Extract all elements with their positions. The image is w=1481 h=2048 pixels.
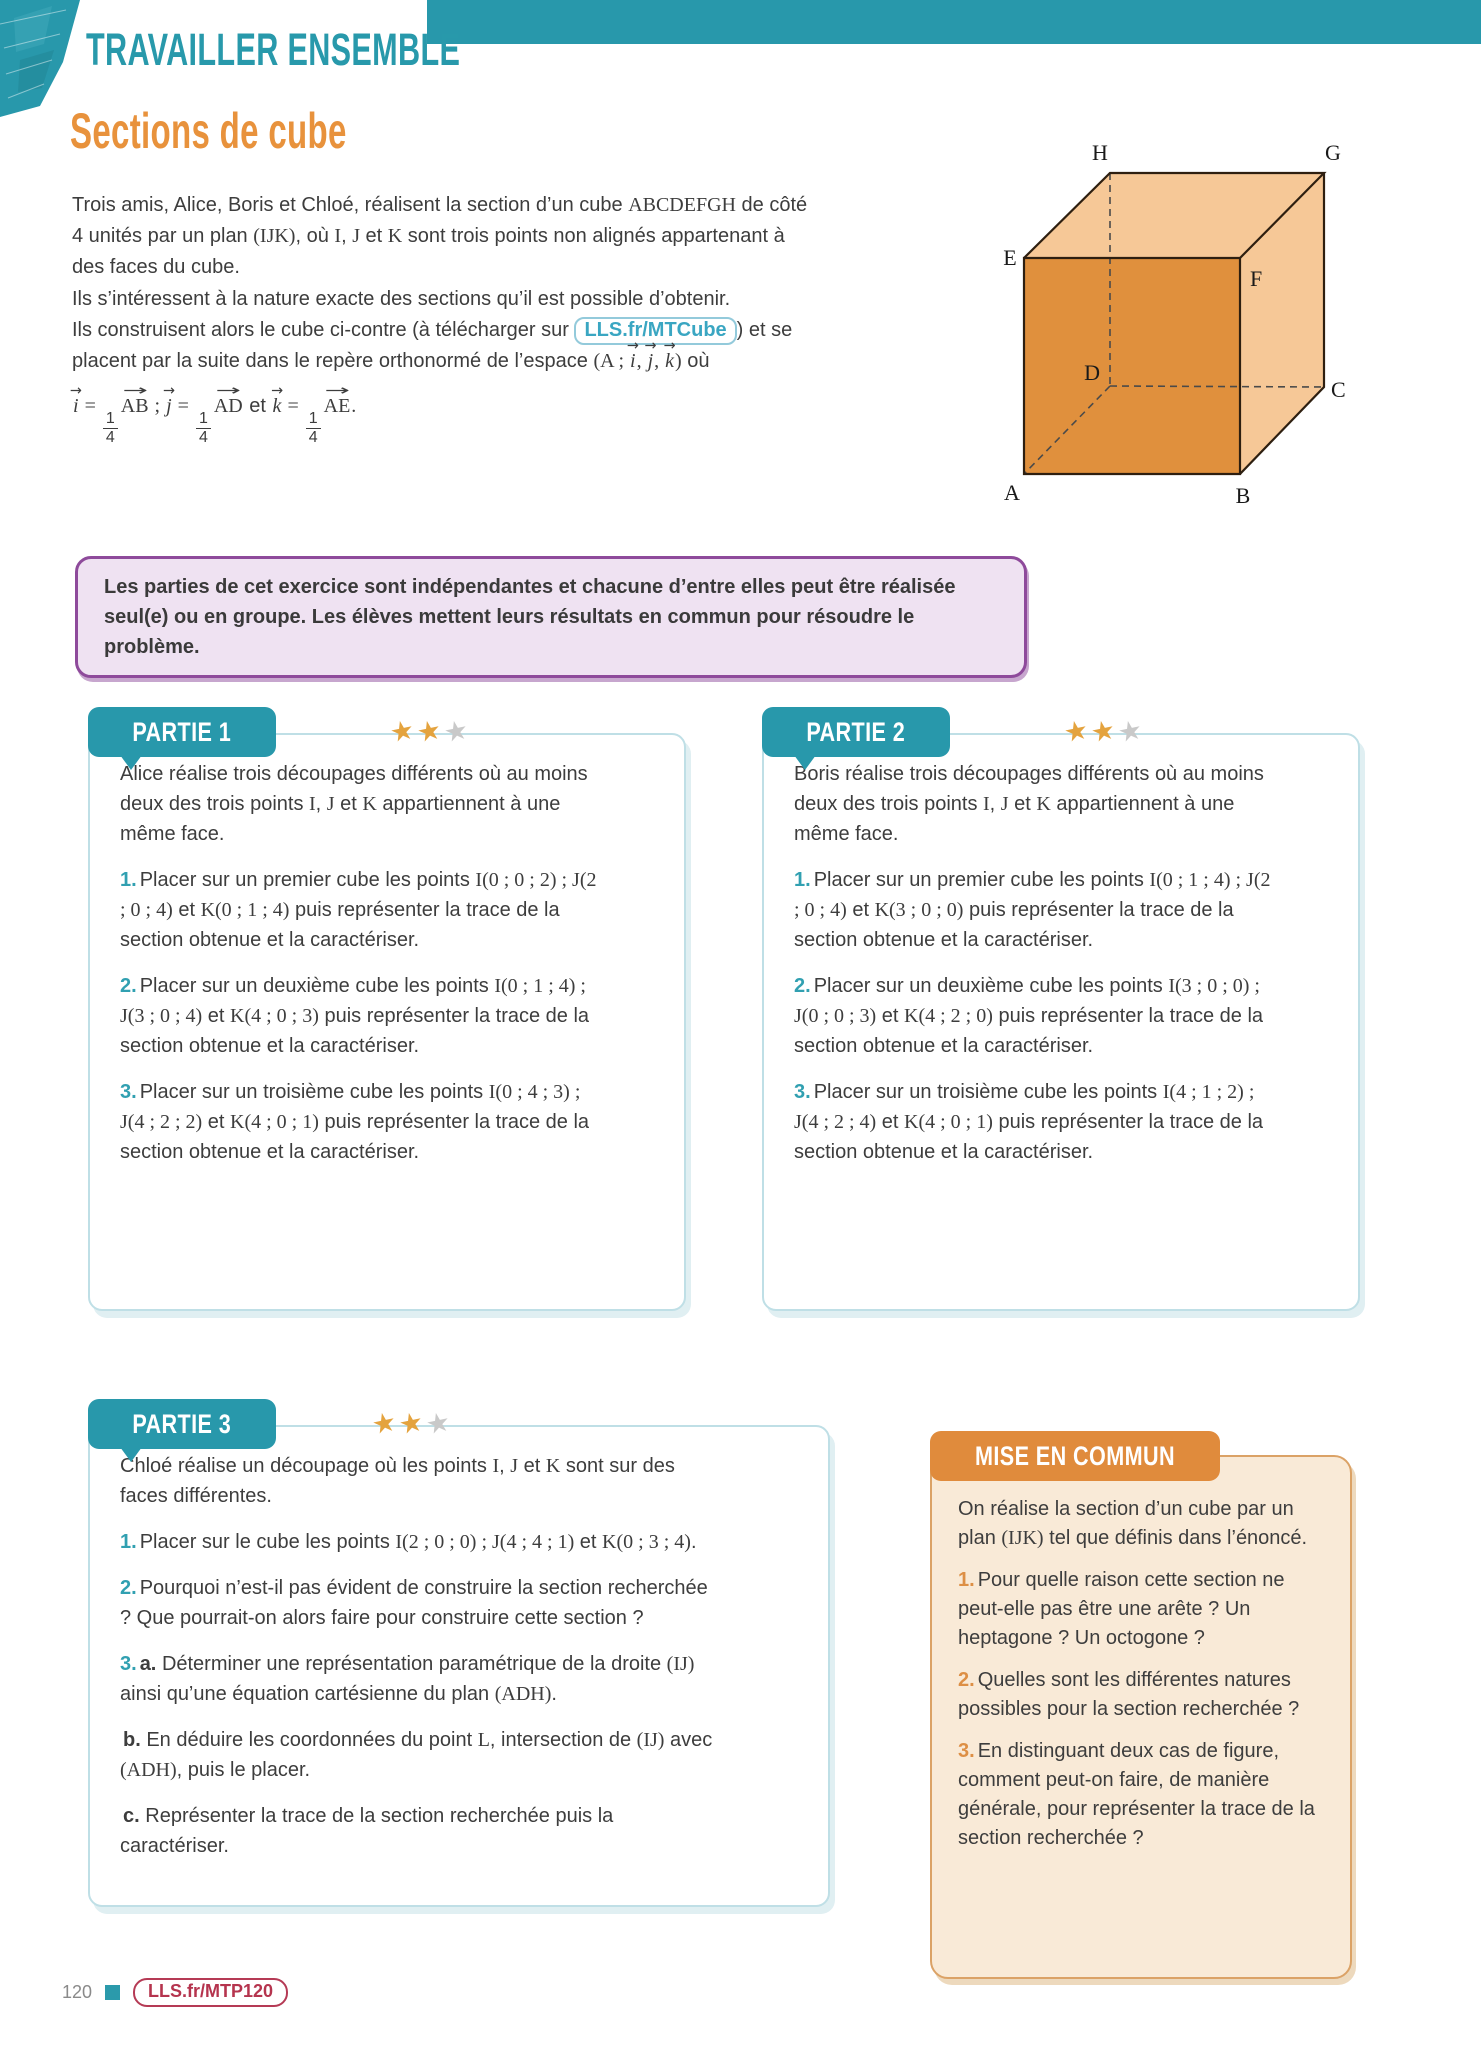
note-box [75, 556, 1027, 678]
cube-figure [1002, 110, 1362, 510]
question-text: Placer sur un premier cube les points I(0 ; 1 ; 4) ; J(2 ; 0 ; 4) et K(3 ; 0 ; 0) puis représenter la trace de la section obtenue et la caractériser. [794, 869, 1271, 951]
partie-1-panel [88, 713, 686, 1311]
question-item [120, 1801, 720, 1861]
question-item [120, 971, 598, 1061]
intro-paragraph-3: Ils construisent alors le cube ci-contre (à télécharger sur LLS.fr/MTCube ) et se placent par la suite dans le repère orthonormé de l’espace (A ; → i, → j, → k) où [72, 318, 793, 372]
page-banner [86, 24, 636, 76]
cube-vertex-label: E [1003, 245, 1017, 270]
partie-3-intro: Chloé réalise un découpage où les points I, J et K sont sur des faces différentes. [120, 1455, 675, 1507]
star-icon: ★ [1115, 713, 1149, 749]
question-text: b. En déduire les coordonnées du point L, intersection de (IJ) avec (ADH), puis le placer. [120, 1729, 713, 1781]
question-text: Placer sur un premier cube les points I(0 ; 0 ; 2) ; J(2 ; 0 ; 4) et K(0 ; 1 ; 4) puis représenter la trace de la section obtenue et la caractériser. [120, 869, 597, 951]
question-text: Pourquoi n’est-il pas évident de construire la section recherchée ? Que pourrait-on alors faire pour construire cette section ? [120, 1577, 708, 1629]
question-number: 3. [120, 1081, 137, 1103]
note-text: Les parties de cet exercice sont indépendantes et chacune d’entre elles peut être réalisée seul(e) ou en groupe. Les élèves mettent leurs résultats en commun pour résoudre le problème. [104, 576, 956, 658]
question-item [120, 1649, 720, 1709]
partie-1-intro: Alice réalise trois découpages différents où au moins deux des trois points I, J et K appartiennent à une même face. [120, 763, 588, 845]
question-number: 3. [958, 1740, 975, 1762]
partie-1-label: PARTIE 1 [132, 716, 232, 747]
difficulty-rating [369, 1405, 457, 1441]
star-icon: ★ [396, 1405, 430, 1441]
mise-en-commun-label: MISE EN COMMUN [975, 1440, 1175, 1471]
page-banner-label: TRAVAILLER ENSEMBLE [86, 24, 461, 75]
intro-math-line: → i = $\frac{1}{4}$ → AB ; → j = $\frac{1}{4}$ → AD et → k = $\frac{1}{4}$ → AE. [72, 377, 817, 447]
difficulty-rating [1061, 713, 1149, 749]
partie-3-tab [88, 1399, 276, 1449]
question-text: c. Représenter la trace de la section recherchée puis la caractériser. [120, 1805, 614, 1857]
cube-vertex-label: H [1092, 140, 1108, 165]
vector-arrow-icon: → [324, 382, 350, 399]
vector-arrow-icon: → [215, 382, 241, 399]
star-icon: ★ [423, 1405, 457, 1441]
partie-1-tab [88, 707, 276, 757]
question-number: 2. [958, 1669, 975, 1691]
page-number: 120 [62, 1982, 93, 2002]
question-item [794, 865, 1272, 955]
star-icon: ★ [441, 713, 475, 749]
vector-arrow-icon: → [644, 337, 657, 354]
question-text: a. Déterminer une représentation paramétrique de la droite (IJ) ainsi qu’une équation cartésienne du plan (ADH). [120, 1653, 695, 1705]
mise-en-commun-tab [930, 1431, 1220, 1481]
question-number: 2. [794, 975, 811, 997]
cube-vertex-label: F [1250, 266, 1263, 291]
question-number: 1. [958, 1569, 975, 1591]
question-number: 1. [794, 869, 811, 891]
question-text: Placer sur un troisième cube les points I(4 ; 1 ; 2) ; J(4 ; 2 ; 4) et K(4 ; 0 ; 1) puis représenter la trace de la section obtenue et la caractériser. [794, 1081, 1264, 1163]
vector-arrow-icon: → [69, 382, 82, 399]
star-icon: ★ [1088, 713, 1122, 749]
question-text: Placer sur un deuxième cube les points I(3 ; 0 ; 0) ; J(0 ; 0 ; 3) et K(4 ; 2 ; 0) puis représenter la trace de la section obtenue et la caractériser. [794, 975, 1264, 1057]
question-item [794, 1077, 1272, 1167]
cube-vertex-label: A [1004, 480, 1020, 505]
partie-2-panel [762, 713, 1360, 1311]
vector-arrow-icon: → [626, 337, 639, 354]
partie-2-tab [762, 707, 950, 757]
question-item [958, 1737, 1326, 1853]
intro-paragraph-2: Ils s’intéressent à la nature exacte des sections qu’il est possible d’obtenir. [72, 287, 731, 310]
question-item [794, 971, 1272, 1061]
vector-arrow-icon: → [663, 337, 676, 354]
question-text: Placer sur un troisième cube les points I(0 ; 4 ; 3) ; J(4 ; 2 ; 2) et K(4 ; 0 ; 1) puis représenter la trace de la section obtenue et la caractériser. [120, 1081, 590, 1163]
mise-en-commun-panel [930, 1440, 1352, 1979]
star-icon: ★ [1061, 713, 1094, 749]
question-text: Pour quelle raison cette section ne peut-elle pas être une arête ? Un heptagone ? Un octogone ? [958, 1569, 1285, 1649]
question-item [958, 1666, 1326, 1724]
footer-link[interactable]: LLS.fr/MTP120 [133, 1978, 288, 2007]
cube-vertex-label: C [1331, 377, 1346, 402]
page-footer [62, 1978, 288, 2007]
partie-2-intro: Boris réalise trois découpages différents où au moins deux des trois points I, J et K appartiennent à une même face. [794, 763, 1264, 845]
question-item [120, 1725, 720, 1785]
star-icon: ★ [387, 713, 420, 749]
question-number: 2. [120, 975, 137, 997]
question-text: Placer sur un deuxième cube les points I(0 ; 1 ; 4) ; J(3 ; 0 ; 4) et K(4 ; 0 ; 3) puis représenter la trace de la section obtenue et la caractériser. [120, 975, 590, 1057]
mise-en-commun-intro: On réalise la section d’un cube par un plan (IJK) tel que définis dans l’énoncé. [958, 1498, 1308, 1549]
question-number: 3. [794, 1081, 811, 1103]
question-text: En distinguant deux cas de figure, comment peut-on faire, de manière générale, pour représenter la trace de la section recherchée ? [958, 1740, 1315, 1849]
exercise-title [70, 102, 489, 160]
mtcube-link[interactable]: LLS.fr/MTCube [574, 317, 736, 345]
exercise-title-label: Sections de cube [70, 103, 347, 159]
question-item [120, 1077, 598, 1167]
question-item [120, 1527, 720, 1557]
question-text: Quelles sont les différentes natures possibles pour la section recherchée ? [958, 1669, 1300, 1720]
intro-text [69, 190, 817, 447]
partie-3-label: PARTIE 3 [132, 1408, 232, 1439]
question-number: 1. [120, 869, 137, 891]
vector-arrow-icon: → [270, 382, 284, 399]
intro-paragraph-1: Trois amis, Alice, Boris et Chloé, réalisent la section d’un cube ABCDEFGH de côté 4 unités par un plan (IJK), où I, J et K sont trois points non alignés appartenant à des faces du cube. [72, 194, 808, 279]
question-number: 1. [120, 1531, 137, 1553]
question-number: 3. [120, 1653, 137, 1675]
footer-square-icon [105, 1985, 120, 2000]
vector-arrow-icon: → [121, 382, 148, 399]
vector-arrow-icon: → [162, 382, 175, 399]
question-item [958, 1566, 1326, 1653]
question-item [120, 865, 598, 955]
cube-vertex-label: D [1084, 360, 1100, 385]
partie-2-label: PARTIE 2 [806, 716, 906, 747]
partie-3-panel [88, 1405, 830, 1907]
question-item [120, 1573, 720, 1633]
difficulty-rating [387, 713, 475, 749]
star-icon: ★ [369, 1405, 402, 1441]
star-icon: ★ [414, 713, 448, 749]
question-text: Placer sur le cube les points I(2 ; 0 ; 0) ; J(4 ; 4 ; 1) et K(0 ; 3 ; 4). [139, 1531, 697, 1553]
cube-vertex-label: G [1325, 140, 1341, 165]
cube-vertex-label: B [1235, 483, 1251, 508]
question-number: 2. [120, 1577, 137, 1599]
